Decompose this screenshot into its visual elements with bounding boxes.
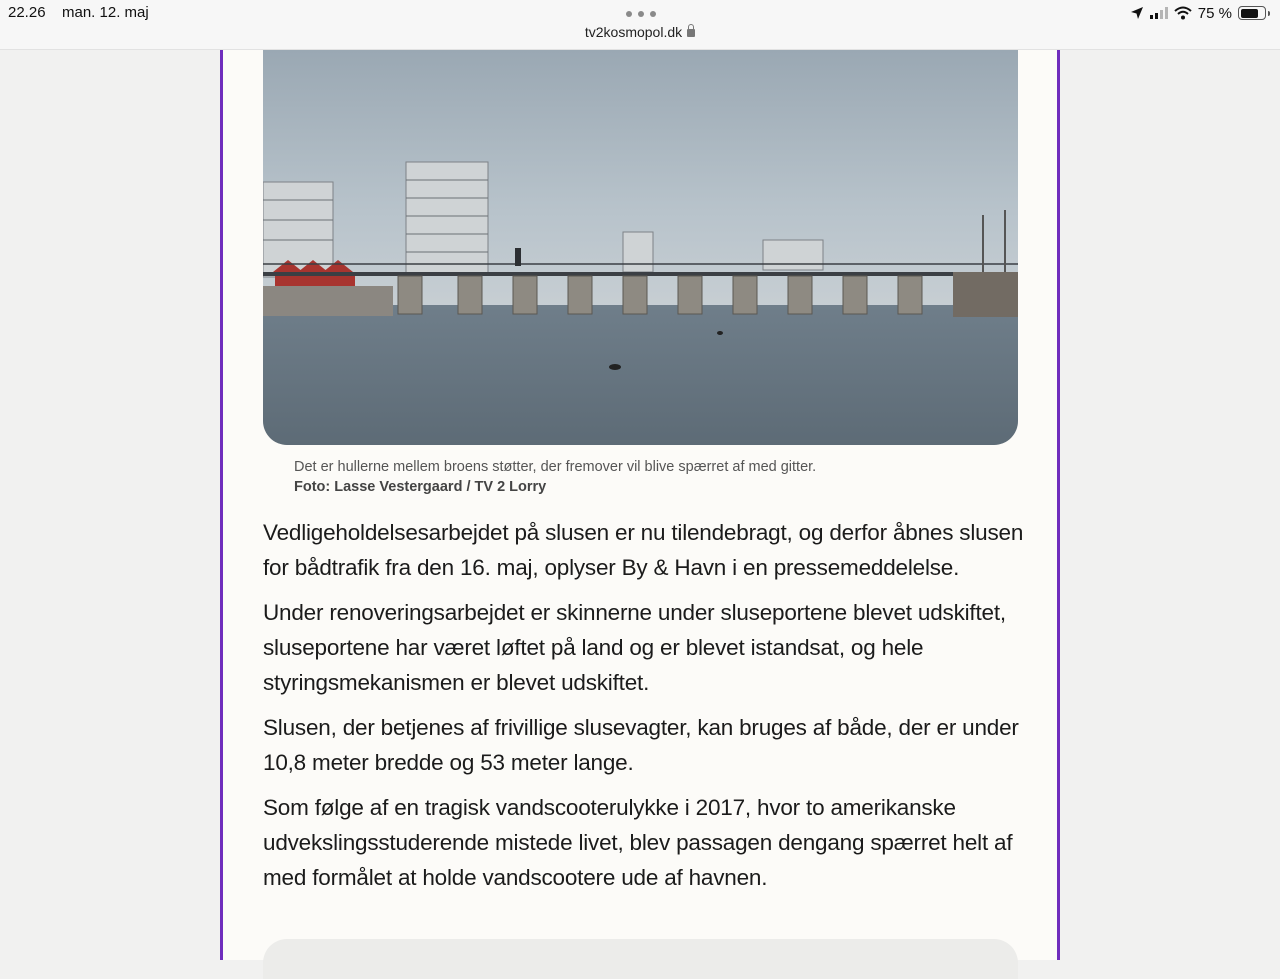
paragraph-3: Slusen, der betjenes af frivillige slusevagter, kan bruges af både, der er under 10,8 meter bredde og 53 meter lange. [263, 715, 1019, 775]
status-date: man. 12. maj [62, 4, 149, 21]
article-photo[interactable] [263, 50, 1018, 445]
next-content-card[interactable] [263, 939, 1018, 979]
ios-status-bar [0, 0, 1280, 50]
caption-text: Det er hullerne mellem broens støtter, der fremover vil blive spærret af med gitter. [294, 459, 817, 475]
battery-icon [1238, 6, 1266, 20]
address-bar[interactable] [560, 24, 720, 40]
cellular-signal-icon [1150, 7, 1168, 19]
lock-icon [687, 29, 695, 37]
article-body [263, 515, 1033, 905]
wifi-icon [1174, 6, 1192, 20]
article-container [220, 50, 1060, 960]
paragraph-1: Vedligeholdelsesarbejdet på slusen er nu tilendebragt, og derfor åbnes slusen for bådtrafik fra den 16. maj, oplyser By & Havn i en pressemeddelelse. [263, 520, 1024, 580]
battery-fill [1241, 9, 1258, 18]
photo-credit: Foto: Lasse Vestergaard / TV 2 Lorry [294, 479, 547, 495]
battery-percent: 75 % [1197, 4, 1232, 22]
bridge-lock-photo-illustration [263, 50, 1018, 445]
location-arrow-icon [1130, 6, 1144, 20]
photo-caption [294, 457, 994, 497]
status-indicators [1130, 4, 1266, 22]
paragraph-2: Under renoveringsarbejdet er skinnerne under sluseportene blevet udskiftet, sluseportene har været løftet på land og er blevet istandsat, og hele styringsmekanismen er blevet udskiftet. [263, 600, 1006, 695]
multitasking-dots-icon[interactable] [626, 11, 656, 17]
paragraph-4: Som følge af en tragisk vandscooterulykke i 2017, hvor to amerikanske udvekslingsstuderende mistede livet, blev passagen dengang spærret helt af med formålet at holde vandscootere ude af havnen. [263, 795, 1013, 890]
status-time: 22.26 [8, 4, 46, 21]
url-text: tv2kosmopol.dk [584, 24, 683, 40]
